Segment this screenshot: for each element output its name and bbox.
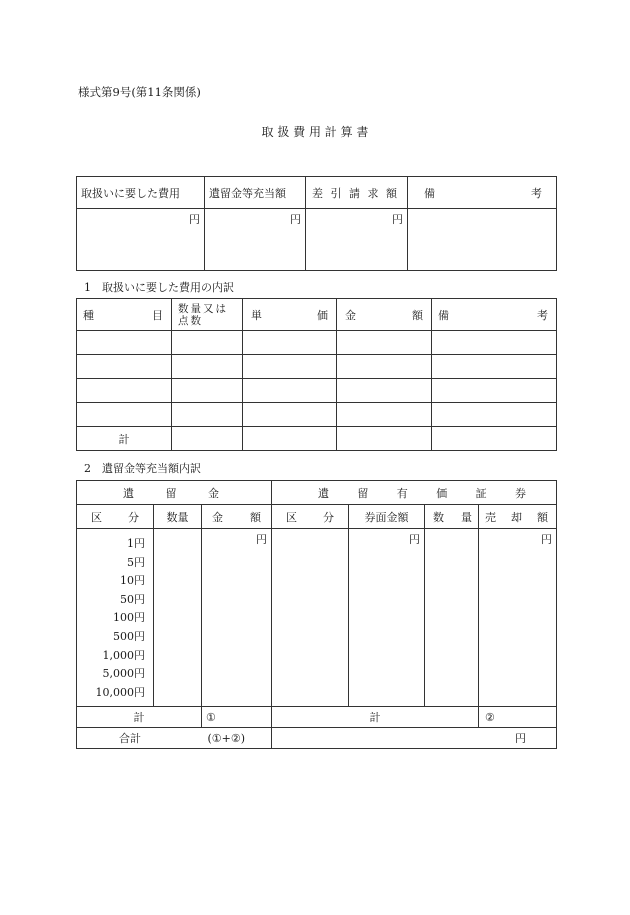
- denomination: 10円: [120, 574, 145, 588]
- grand-total-value[interactable]: [272, 728, 557, 749]
- circled-two-mark: ②: [485, 710, 495, 724]
- header-quantity-2: 数量: [425, 505, 479, 529]
- header-face-value: 券面金額: [349, 505, 425, 529]
- denomination: 1,000円: [102, 648, 145, 662]
- cell[interactable]: [432, 427, 557, 451]
- cell[interactable]: [243, 355, 337, 379]
- summary-header-net-claim: 差引請求額: [306, 177, 408, 209]
- header-category: 区分: [77, 505, 154, 529]
- header-quantity: 数量: [154, 505, 202, 529]
- cell[interactable]: [77, 379, 172, 403]
- total-label: 計: [77, 427, 172, 451]
- cell[interactable]: [243, 403, 337, 427]
- securities-category-cell[interactable]: [272, 529, 349, 707]
- header-sale-amount: 売却額: [479, 505, 557, 529]
- header-unit-price: 単価: [243, 299, 337, 331]
- cell[interactable]: [243, 331, 337, 355]
- summary-header-cost: 取扱いに要した費用: [77, 177, 205, 209]
- form-number-label: 様式第9号(第11条関係): [78, 85, 201, 99]
- table-row: [77, 355, 557, 379]
- summary-header-offset: 遺留金等充当額: [205, 177, 306, 209]
- grand-total-formula: (①+②): [207, 731, 245, 745]
- cell[interactable]: [77, 355, 172, 379]
- summary-net-claim-value[interactable]: [306, 209, 408, 271]
- header-remarks: 備考: [432, 299, 557, 331]
- yen-unit: 円: [290, 213, 301, 226]
- yen-unit: 円: [541, 533, 552, 546]
- table-row: [77, 379, 557, 403]
- denomination-list: [77, 529, 154, 707]
- header-securities-group: 遺留有価証券: [272, 481, 557, 505]
- cell[interactable]: [172, 403, 243, 427]
- securities-quantity-cell[interactable]: [425, 529, 479, 707]
- total-row: [77, 427, 557, 451]
- denomination: 1円: [127, 537, 145, 550]
- summary-table: [76, 176, 557, 271]
- cell[interactable]: [243, 427, 337, 451]
- yen-unit: 円: [392, 213, 403, 226]
- cell[interactable]: [172, 427, 243, 451]
- header-item-type: 種目: [77, 299, 172, 331]
- cell[interactable]: [77, 403, 172, 427]
- section2-heading: 2 遺留金等充当額内訳: [84, 462, 201, 475]
- cell[interactable]: [77, 331, 172, 355]
- cell[interactable]: [432, 331, 557, 355]
- cell[interactable]: [432, 403, 557, 427]
- denomination: 50円: [120, 592, 145, 606]
- yen-unit: 円: [256, 533, 267, 546]
- cell[interactable]: [432, 379, 557, 403]
- securities-sale-amount-cell[interactable]: [479, 529, 557, 707]
- denomination: 100円: [113, 611, 145, 625]
- header-quantity-or-points: 数量又は 点数: [172, 299, 243, 331]
- yen-unit: 円: [409, 533, 420, 546]
- document-title: 取 扱 費 用 計 算 書: [261, 125, 369, 139]
- table-row: [77, 331, 557, 355]
- table-row: [77, 403, 557, 427]
- header-category-2: 区分: [272, 505, 349, 529]
- cash-amount-cell[interactable]: [202, 529, 272, 707]
- securities-face-value-cell[interactable]: [349, 529, 425, 707]
- cell[interactable]: [337, 355, 432, 379]
- summary-remarks-value[interactable]: [408, 209, 557, 271]
- offset-breakdown-table: [76, 480, 557, 749]
- denomination: 10,000円: [95, 685, 145, 699]
- cell[interactable]: [337, 427, 432, 451]
- cash-quantity-cell[interactable]: [154, 529, 202, 707]
- cell[interactable]: [337, 403, 432, 427]
- cash-subtotal-value[interactable]: [202, 707, 272, 728]
- cell[interactable]: [432, 355, 557, 379]
- cell[interactable]: [337, 379, 432, 403]
- yen-unit: 円: [515, 732, 526, 745]
- header-cash-group: 遺留金: [77, 481, 272, 505]
- cash-subtotal-label: 計: [77, 707, 202, 728]
- cell[interactable]: [172, 331, 243, 355]
- summary-cost-value[interactable]: [77, 209, 205, 271]
- cell[interactable]: [172, 355, 243, 379]
- yen-unit: 円: [189, 213, 200, 226]
- securities-subtotal-label: 計: [272, 707, 479, 728]
- summary-header-remarks: 備考: [408, 177, 557, 209]
- denomination: 5,000円: [102, 667, 145, 681]
- section1-heading: 1 取扱いに要した費用の内訳: [84, 281, 234, 294]
- header-amount: 金額: [337, 299, 432, 331]
- cell[interactable]: [243, 379, 337, 403]
- denomination: 500円: [113, 629, 145, 643]
- circled-one-mark: ①: [206, 710, 216, 724]
- denomination: 5円: [127, 555, 145, 569]
- cost-breakdown-table: [76, 298, 557, 451]
- header-amount: 金額: [202, 505, 272, 529]
- grand-total-label-cell: [77, 728, 272, 749]
- cell[interactable]: [172, 379, 243, 403]
- cell[interactable]: [337, 331, 432, 355]
- summary-offset-value[interactable]: [205, 209, 306, 271]
- grand-total-label: 合計: [119, 732, 141, 745]
- securities-subtotal-value[interactable]: [479, 707, 557, 728]
